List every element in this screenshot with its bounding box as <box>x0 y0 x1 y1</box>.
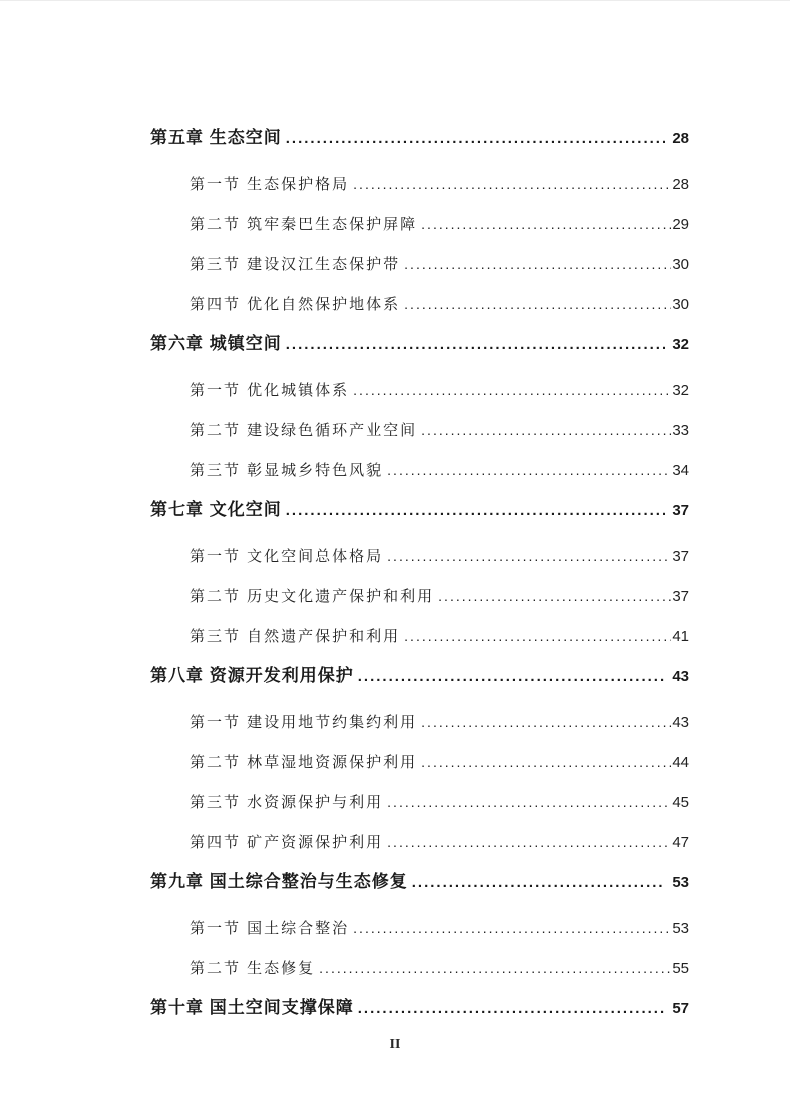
toc-section-entry <box>190 450 689 490</box>
toc-section-entry <box>190 576 689 616</box>
dot-leader <box>421 702 671 742</box>
dot-leader <box>404 616 671 656</box>
dot-leader <box>358 657 666 697</box>
toc-entry-page: 37 <box>672 548 689 565</box>
toc-entry-page: 44 <box>672 754 689 771</box>
dot-leader <box>387 782 671 822</box>
toc-entry-title: 第一节 生态保护格局 <box>190 176 350 193</box>
toc-entry-title: 第四节 矿产资源保护利用 <box>190 834 384 851</box>
toc-entry-title: 第九章 国土综合整治与生态修复 <box>150 872 408 891</box>
toc-section-entry <box>190 822 689 862</box>
toc-entry-page: 57 <box>672 1000 689 1017</box>
dot-leader <box>319 948 671 988</box>
toc-entry-title: 第二节 历史文化遗产保护和利用 <box>190 588 435 605</box>
toc-section-entry <box>190 284 689 324</box>
toc-section-entry <box>190 616 689 656</box>
toc-entry-title: 第十章 国土空间支撑保障 <box>150 998 354 1017</box>
toc-entry-title: 第五章 生态空间 <box>150 128 282 147</box>
toc-entry-title: 第四节 优化自然保护地体系 <box>190 296 401 313</box>
toc-entry-title: 第一节 建设用地节约集约利用 <box>190 714 418 731</box>
dot-leader <box>286 119 666 159</box>
toc-entry-title: 第二节 筑牢秦巴生态保护屏障 <box>190 216 418 233</box>
toc-entry-title: 第三节 建设汉江生态保护带 <box>190 256 401 273</box>
toc-section-entry <box>190 164 689 204</box>
toc-section-entry <box>190 536 689 576</box>
toc-entry-page: 28 <box>672 130 689 147</box>
dot-leader <box>387 536 671 576</box>
toc-entry-page: 37 <box>672 502 689 519</box>
toc-entry-page: 29 <box>672 216 689 233</box>
toc-section-entry <box>190 742 689 782</box>
dot-leader <box>421 204 671 244</box>
toc-section-entry <box>190 948 689 988</box>
toc-entry-page: 32 <box>672 382 689 399</box>
toc-section-entry <box>190 908 689 948</box>
toc-section-entry <box>190 370 689 410</box>
toc-entry-title: 第七章 文化空间 <box>150 500 282 519</box>
dot-leader <box>353 164 671 204</box>
toc-chapter-entry <box>150 988 689 1028</box>
dot-leader <box>286 325 666 365</box>
toc-section-entry <box>190 410 689 450</box>
dot-leader <box>404 284 671 324</box>
toc-section-entry <box>190 782 689 822</box>
toc-entry-title: 第二节 林草湿地资源保护利用 <box>190 754 418 771</box>
toc-entry-title: 第二节 生态修复 <box>190 960 316 977</box>
toc-chapter-entry <box>150 118 689 158</box>
toc-entry-page: 30 <box>672 296 689 313</box>
toc-entry-page: 43 <box>672 714 689 731</box>
toc-entry-page: 53 <box>672 874 689 891</box>
dot-leader <box>421 410 671 450</box>
toc-entry-page: 37 <box>672 588 689 605</box>
toc-section-entry <box>190 244 689 284</box>
toc-entry-page: 32 <box>672 336 689 353</box>
toc-entry-page: 41 <box>672 628 689 645</box>
toc-entry-title: 第一节 优化城镇体系 <box>190 382 350 399</box>
table-of-contents <box>150 118 689 1034</box>
toc-entry-title: 第三节 自然遗产保护和利用 <box>190 628 401 645</box>
toc-section-entry <box>190 702 689 742</box>
toc-entry-title: 第六章 城镇空间 <box>150 334 282 353</box>
dot-leader <box>358 989 666 1029</box>
dot-leader <box>387 822 671 862</box>
toc-entry-title: 第三节 水资源保护与利用 <box>190 794 384 811</box>
toc-entry-title: 第二节 建设绿色循环产业空间 <box>190 422 418 439</box>
page-number-footer: II <box>389 1037 401 1052</box>
toc-section-entry <box>190 204 689 244</box>
toc-entry-title: 第八章 资源开发利用保护 <box>150 666 354 685</box>
toc-entry-title: 第三节 彰显城乡特色风貌 <box>190 462 384 479</box>
dot-leader <box>387 450 671 490</box>
toc-chapter-entry <box>150 324 689 364</box>
toc-entry-page: 34 <box>672 462 689 479</box>
toc-entry-page: 43 <box>672 668 689 685</box>
toc-entry-page: 30 <box>672 256 689 273</box>
toc-entry-title: 第一节 国土综合整治 <box>190 920 350 937</box>
dot-leader <box>353 908 671 948</box>
toc-entry-title: 第一节 文化空间总体格局 <box>190 548 384 565</box>
toc-chapter-entry <box>150 656 689 696</box>
dot-leader <box>286 491 666 531</box>
dot-leader <box>421 742 671 782</box>
toc-entry-page: 28 <box>672 176 689 193</box>
toc-entry-page: 47 <box>672 834 689 851</box>
dot-leader <box>438 576 671 616</box>
dot-leader <box>404 244 671 284</box>
toc-entry-page: 45 <box>672 794 689 811</box>
dot-leader <box>412 863 666 903</box>
toc-entry-page: 53 <box>672 920 689 937</box>
dot-leader <box>353 370 671 410</box>
toc-entry-page: 33 <box>672 422 689 439</box>
toc-chapter-entry <box>150 490 689 530</box>
toc-chapter-entry <box>150 862 689 902</box>
toc-entry-page: 55 <box>672 960 689 977</box>
